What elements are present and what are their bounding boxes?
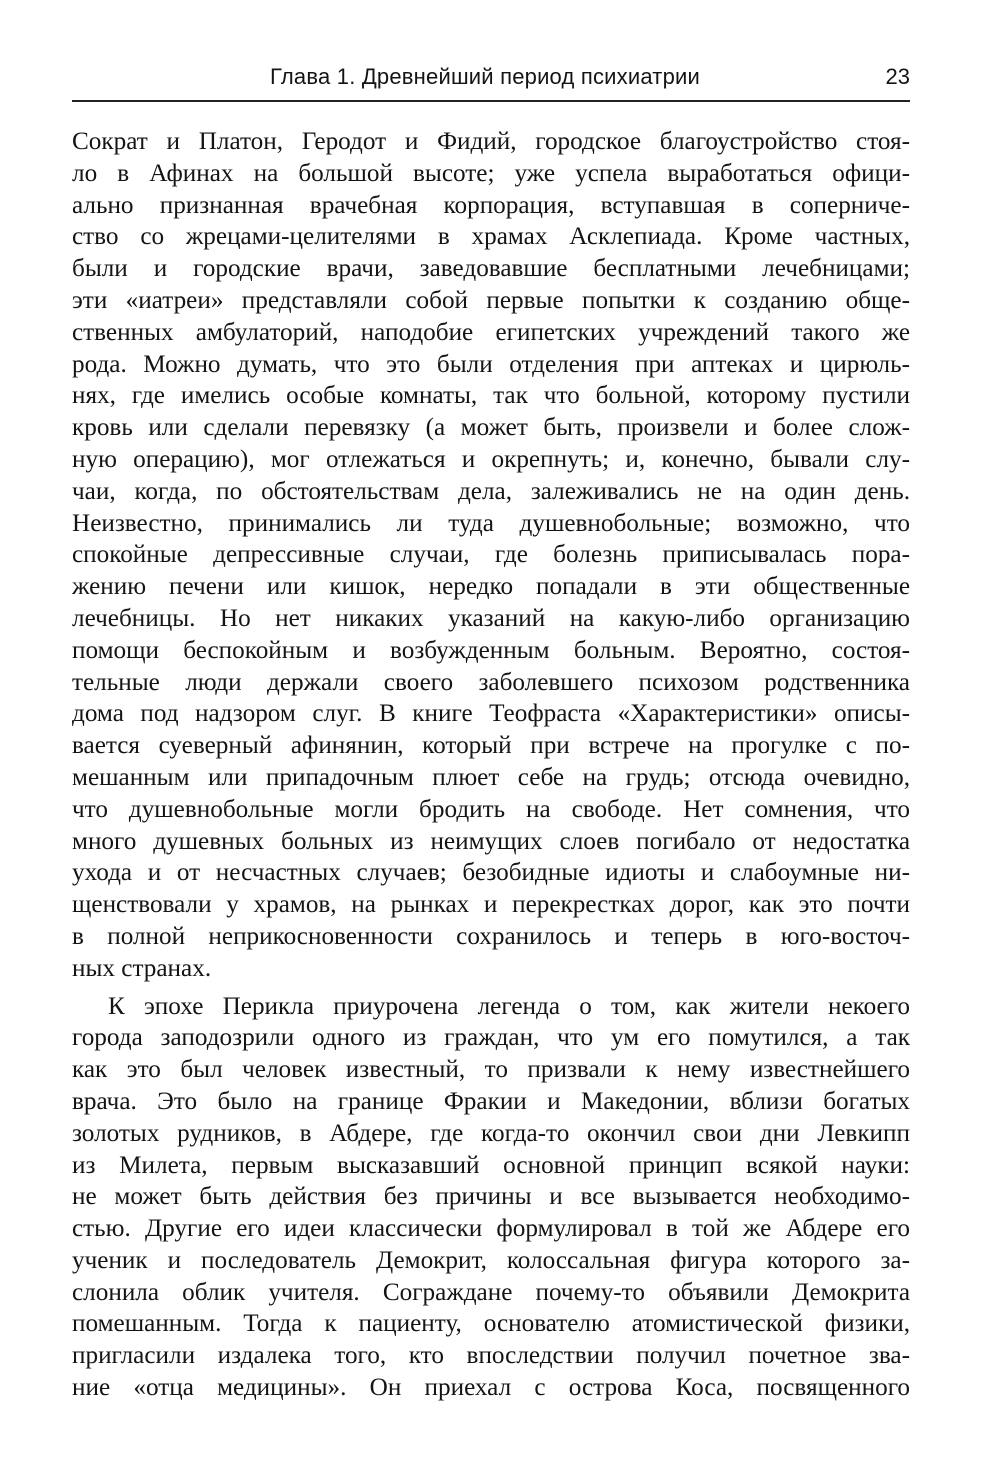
text-line: нях, где имелись особые комнаты, так что больной, которому пустили (72, 382, 910, 410)
text-line: ство со жрецами-целителями в храмах Асклепиада. Кроме частных, (72, 223, 910, 251)
running-header (72, 60, 910, 102)
paragraph-2 (72, 991, 910, 1404)
paragraph-1 (72, 126, 910, 985)
text-line: не может быть действия без причины и все вызывается необходимо- (72, 1183, 910, 1211)
text-line: ально признанная врачебная корпорация, вступавшая в соперниче- (72, 191, 910, 219)
text-line: что душевнобольные могли бродить на свободе. Нет сомнения, что (72, 795, 910, 823)
text-line: города заподозрили одного из граждан, что ум его помутился, а так (72, 1024, 910, 1052)
text-line: ственных амбулаторий, наподобие египетских учреждений такого же (72, 318, 910, 346)
text-line: К эпохе Перикла приурочена легенда о том, как жители некоего (108, 992, 910, 1020)
text-line: были и городские врачи, заведовавшие бесплатными лечебницами; (72, 255, 910, 283)
text-line: ние «отца медицины». Он приехал с острова Коса, посвященного (72, 1374, 910, 1402)
text-line: эти «иатреи» представляли собой первые попытки к созданию обще- (72, 286, 910, 314)
text-line: золотых рудников, в Абдере, где когда-то окончил свои дни Левкипп (72, 1119, 910, 1147)
text-line: из Милета, первым высказавший основной принцип всякой науки: (72, 1151, 910, 1179)
page-number: 23 (885, 64, 910, 89)
text-line: ную операцию), мог отлежаться и окрепнуть; и, конечно, бывали слу- (72, 445, 910, 473)
text-line: мешанным или припадочным плюет себе на грудь; отсюда очевидно, (72, 763, 910, 791)
running-title: Глава 1. Древнейший период психиатрии (270, 64, 700, 89)
text-line: помешанным. Тогда к пациенту, основателю атомистической физики, (72, 1310, 910, 1338)
text-line: вается суеверный афинянин, который при встрече на прогулке с по- (72, 732, 910, 760)
text-line: рода. Можно думать, что это были отделения при аптеках и цирюль- (72, 350, 910, 378)
text-line: ухода и от несчастных случаев; безобидные идиоты и слабоумные ни- (72, 859, 910, 887)
text-line: как это был человек известный, то призвали к нему известнейшего (72, 1056, 910, 1084)
text-line: ных странах. (72, 954, 212, 982)
text-line: помощи беспокойным и возбужденным больным. Вероятно, состоя- (72, 636, 910, 664)
text-line: спокойные депрессивные случаи, где болезнь приписывалась пора- (72, 541, 910, 569)
text-line: тельные люди держали своего заболевшего психозом родственника (72, 668, 910, 696)
text-line: Сократ и Платон, Геродот и Фидий, городское благоустройство стоя- (72, 128, 910, 155)
text-line: ло в Афинах на большой высоте; уже успела выработаться офици- (72, 159, 910, 187)
text-line: дома под надзором слуг. В книге Теофраста «Характеристики» описы- (72, 700, 910, 728)
text-line: стью. Другие его идеи классически формулировал в той же Абдере его (72, 1215, 910, 1243)
text-line: кровь или сделали перевязку (а может быть, произвели и более слож- (72, 414, 910, 442)
text-line: слонила облик учителя. Сограждане почему-то объявили Демокрита (72, 1278, 910, 1306)
text-line: щенствовали у храмов, на рынках и перекрестках дорог, как это почти (72, 891, 910, 919)
text-line: чаи, когда, по обстоятельствам дела, залеживались не на один день. (72, 477, 910, 505)
text-line: лечебницы. Но нет никаких указаний на какую-либо организацию (72, 604, 910, 632)
text-line: Неизвестно, принимались ли туда душевнобольные; возможно, что (72, 509, 910, 537)
text-line: много душевных больных из неимущих слоев погибало от недостатка (72, 827, 910, 855)
text-line: пригласили издалека того, кто впоследствии получил почетное зва- (72, 1342, 910, 1370)
text-line: ученик и последователь Демокрит, колоссальная фигура которого за- (72, 1246, 910, 1274)
body-text (72, 126, 910, 1404)
text-line: в полной неприкосновенности сохранилось и теперь в юго-восточ- (72, 922, 910, 950)
text-line: врача. Это было на границе Фракии и Македонии, вблизи богатых (72, 1087, 910, 1115)
text-line: жению печени или кишок, нередко попадали в эти общественные (72, 573, 910, 601)
